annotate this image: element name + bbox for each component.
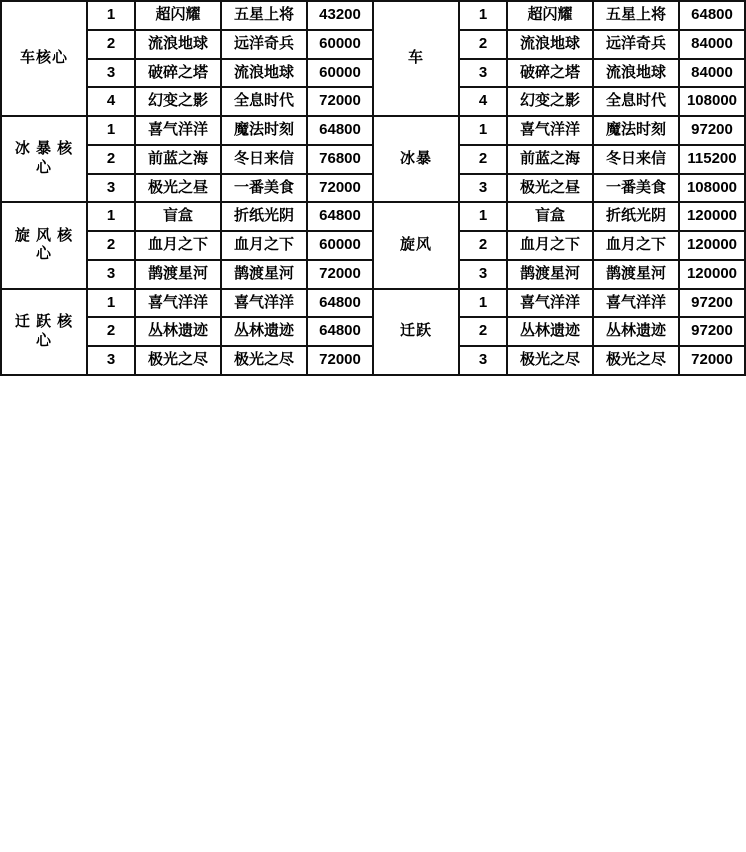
left-group-cell: 冰 暴 核 心 [1, 116, 87, 202]
left-index-cell: 2 [87, 30, 135, 59]
right-name1-cell: 丛林遗迹 [507, 317, 593, 346]
left-name2-cell: 喜气洋洋 [221, 289, 307, 318]
right-name1-cell: 超闪耀 [507, 1, 593, 30]
left-name1-cell: 盲盒 [135, 202, 221, 231]
left-value-cell: 64800 [307, 202, 373, 231]
right-group-cell: 冰暴 [373, 116, 459, 202]
right-name2-cell: 折纸光阴 [593, 202, 679, 231]
right-name2-cell: 丛林遗迹 [593, 317, 679, 346]
right-index-cell: 2 [459, 317, 507, 346]
right-index-cell: 4 [459, 87, 507, 116]
left-index-cell: 3 [87, 260, 135, 289]
right-name2-cell: 鹊渡星河 [593, 260, 679, 289]
table-body [1, 1, 745, 375]
left-value-cell: 64800 [307, 317, 373, 346]
left-group-cell: 车核心 [1, 1, 87, 116]
left-index-cell: 3 [87, 346, 135, 375]
right-value-cell: 97200 [679, 116, 745, 145]
right-group-cell: 迁跃 [373, 289, 459, 375]
left-value-cell: 43200 [307, 1, 373, 30]
right-index-cell: 3 [459, 59, 507, 88]
table-row [1, 202, 745, 231]
left-name1-cell: 超闪耀 [135, 1, 221, 30]
skill-core-table [0, 0, 746, 376]
left-name2-cell: 魔法时刻 [221, 116, 307, 145]
right-index-cell: 1 [459, 202, 507, 231]
right-name1-cell: 前蓝之海 [507, 145, 593, 174]
left-name1-cell: 血月之下 [135, 231, 221, 260]
right-name2-cell: 一番美食 [593, 174, 679, 203]
right-value-cell: 115200 [679, 145, 745, 174]
left-group-cell: 旋 风 核 心 [1, 202, 87, 288]
right-name1-cell: 喜气洋洋 [507, 289, 593, 318]
right-index-cell: 2 [459, 30, 507, 59]
right-name2-cell: 冬日来信 [593, 145, 679, 174]
right-name2-cell: 全息时代 [593, 87, 679, 116]
right-value-cell: 64800 [679, 1, 745, 30]
left-value-cell: 76800 [307, 145, 373, 174]
right-index-cell: 1 [459, 1, 507, 30]
left-index-cell: 1 [87, 289, 135, 318]
left-name1-cell: 幻变之影 [135, 87, 221, 116]
right-value-cell: 120000 [679, 231, 745, 260]
right-value-cell: 97200 [679, 317, 745, 346]
left-name1-cell: 鹊渡星河 [135, 260, 221, 289]
left-name1-cell: 极光之尽 [135, 346, 221, 375]
right-name2-cell: 喜气洋洋 [593, 289, 679, 318]
left-name2-cell: 极光之尽 [221, 346, 307, 375]
left-index-cell: 1 [87, 202, 135, 231]
left-value-cell: 72000 [307, 87, 373, 116]
left-value-cell: 60000 [307, 59, 373, 88]
left-index-cell: 3 [87, 174, 135, 203]
right-index-cell: 3 [459, 260, 507, 289]
right-name1-cell: 盲盒 [507, 202, 593, 231]
left-name1-cell: 前蓝之海 [135, 145, 221, 174]
left-name1-cell: 喜气洋洋 [135, 116, 221, 145]
right-value-cell: 120000 [679, 260, 745, 289]
right-name2-cell: 极光之尽 [593, 346, 679, 375]
right-name2-cell: 血月之下 [593, 231, 679, 260]
left-name1-cell: 破碎之塔 [135, 59, 221, 88]
right-name2-cell: 远洋奇兵 [593, 30, 679, 59]
right-name1-cell: 血月之下 [507, 231, 593, 260]
right-value-cell: 84000 [679, 59, 745, 88]
right-name2-cell: 五星上将 [593, 1, 679, 30]
table-row [1, 116, 745, 145]
left-value-cell: 72000 [307, 260, 373, 289]
left-name2-cell: 血月之下 [221, 231, 307, 260]
right-name2-cell: 魔法时刻 [593, 116, 679, 145]
right-name2-cell: 流浪地球 [593, 59, 679, 88]
table-row [1, 289, 745, 318]
left-name1-cell: 丛林遗迹 [135, 317, 221, 346]
left-name2-cell: 远洋奇兵 [221, 30, 307, 59]
left-index-cell: 2 [87, 317, 135, 346]
right-value-cell: 108000 [679, 174, 745, 203]
left-name2-cell: 折纸光阴 [221, 202, 307, 231]
right-name1-cell: 喜气洋洋 [507, 116, 593, 145]
left-index-cell: 2 [87, 145, 135, 174]
right-name1-cell: 破碎之塔 [507, 59, 593, 88]
right-value-cell: 97200 [679, 289, 745, 318]
left-name1-cell: 流浪地球 [135, 30, 221, 59]
left-index-cell: 1 [87, 1, 135, 30]
right-value-cell: 108000 [679, 87, 745, 116]
left-index-cell: 2 [87, 231, 135, 260]
left-name2-cell: 鹊渡星河 [221, 260, 307, 289]
right-group-cell: 车 [373, 1, 459, 116]
right-value-cell: 120000 [679, 202, 745, 231]
right-name1-cell: 幻变之影 [507, 87, 593, 116]
right-name1-cell: 极光之尽 [507, 346, 593, 375]
right-value-cell: 84000 [679, 30, 745, 59]
table-row [1, 1, 745, 30]
left-name2-cell: 一番美食 [221, 174, 307, 203]
left-index-cell: 4 [87, 87, 135, 116]
left-name1-cell: 喜气洋洋 [135, 289, 221, 318]
left-name1-cell: 极光之昼 [135, 174, 221, 203]
right-name1-cell: 极光之昼 [507, 174, 593, 203]
left-name2-cell: 丛林遗迹 [221, 317, 307, 346]
right-name1-cell: 鹊渡星河 [507, 260, 593, 289]
right-group-cell: 旋风 [373, 202, 459, 288]
left-name2-cell: 流浪地球 [221, 59, 307, 88]
left-value-cell: 64800 [307, 116, 373, 145]
left-group-cell: 迁 跃 核 心 [1, 289, 87, 375]
left-name2-cell: 冬日来信 [221, 145, 307, 174]
left-name2-cell: 全息时代 [221, 87, 307, 116]
right-index-cell: 2 [459, 145, 507, 174]
right-index-cell: 3 [459, 346, 507, 375]
left-value-cell: 72000 [307, 346, 373, 375]
left-value-cell: 60000 [307, 30, 373, 59]
right-index-cell: 2 [459, 231, 507, 260]
left-index-cell: 1 [87, 116, 135, 145]
right-index-cell: 3 [459, 174, 507, 203]
left-value-cell: 60000 [307, 231, 373, 260]
left-value-cell: 72000 [307, 174, 373, 203]
right-name1-cell: 流浪地球 [507, 30, 593, 59]
right-value-cell: 72000 [679, 346, 745, 375]
left-name2-cell: 五星上将 [221, 1, 307, 30]
right-index-cell: 1 [459, 116, 507, 145]
left-index-cell: 3 [87, 59, 135, 88]
right-index-cell: 1 [459, 289, 507, 318]
left-value-cell: 64800 [307, 289, 373, 318]
